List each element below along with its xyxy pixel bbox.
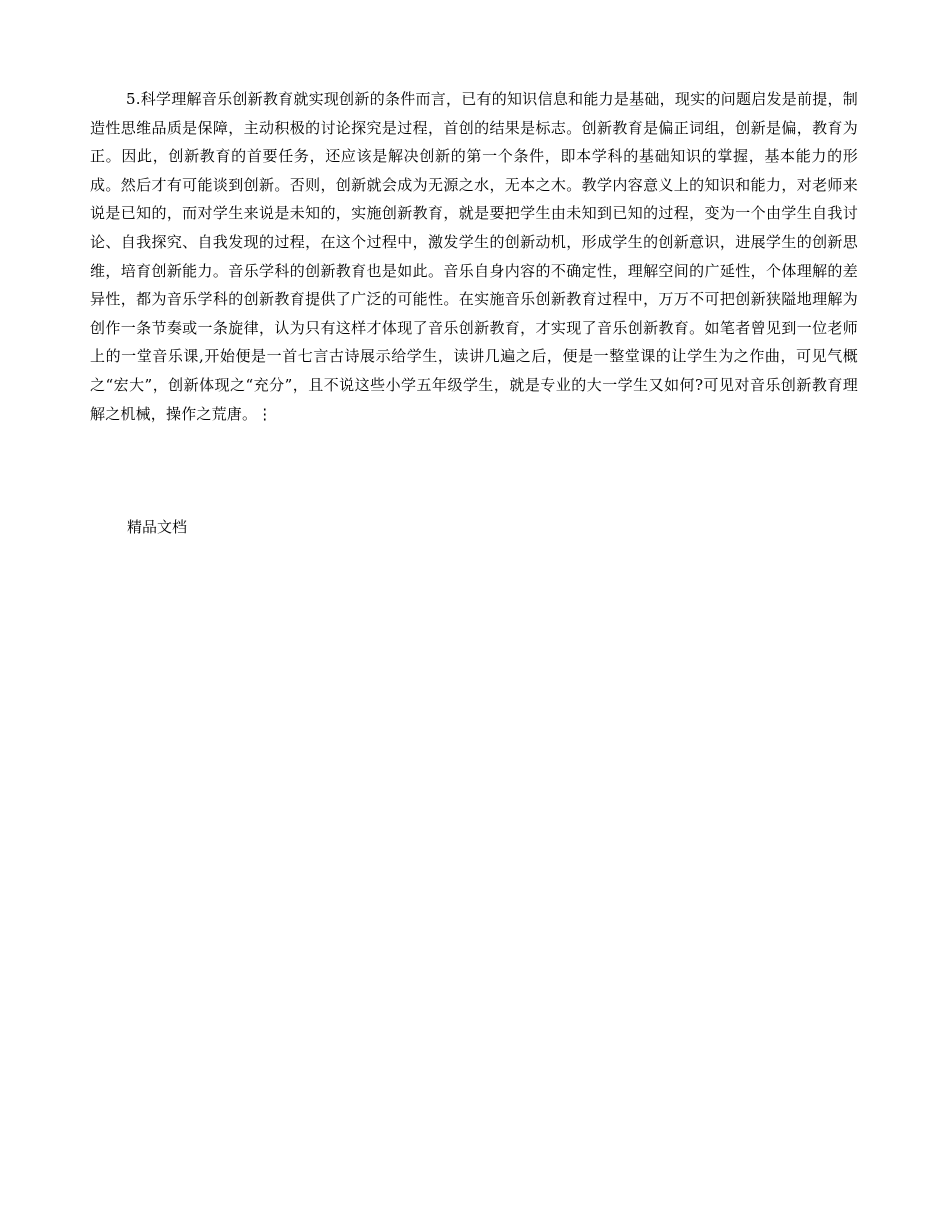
- body-paragraph: 5.科学理解音乐创新教育就实现创新的条件而言，已有的知识信息和能力是基础，现实的问题启发是前提，制造性思维品质是保障，主动积极的讨论探究是过程，首创的结果是标志。创新教育是偏正词组，创新是偏，教育为正。因此，创新教育的首要任务，还应该是解决创新的第一个条件，即本学科的基础知识的掌握，基本能力的形成。然后才有可能谈到创新。否则，创新就会成为无源之水，无本之木。教学内容意义上的知识和能力，对老师来说是已知的，而对学生来说是未知的，实施创新教育，就是要把学生由未知到已知的过程，变为一个由学生自我讨论、自我探究、自我发现的过程，在这个过程中，激发学生的创新动机，形成学生的创新意识，进展学生的创新思维，培育创新能力。音乐学科的创新教育也是如此。音乐自身内容的不确定性，理解空间的广延性，个体理解的差异性，都为音乐学科的创新教育提供了广泛的可能性。在实施音乐创新教育过程中，万万不可把创新狭隘地理解为创作一条节奏或一条旋律，认为只有这样才体现了音乐创新教育，才实现了音乐创新教育。如笔者曾见到一位老师上的一堂音乐课,开始便是一首七言古诗展示给学生，读讲几遍之后，便是一整堂课的让学生为之作曲，可见气概之“宏大”，创新体现之“充分”，且不说这些小学五年级学生，就是专业的大一学生又如何?可见对音乐创新教育理解之机械，操作之荒唐。⋮: [90, 90, 858, 423]
- footer-label: 精品文档: [127, 518, 188, 536]
